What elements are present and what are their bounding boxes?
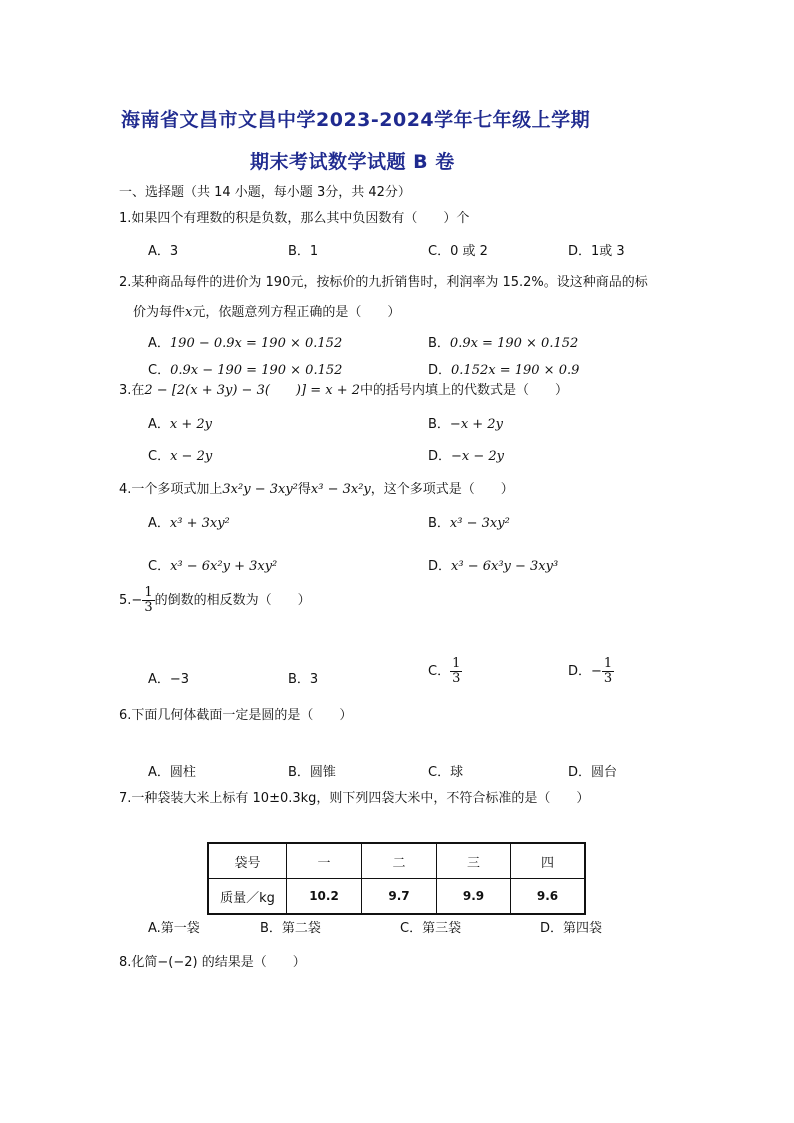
rice-bag-table <box>207 842 586 915</box>
table-cell: 9.7 <box>362 879 437 915</box>
table-header-cell: 袋号 <box>208 843 287 879</box>
option-label: B． <box>428 417 450 432</box>
question-6-stem: 6.下面几何体截面一定是圆的是（ ） <box>119 708 353 723</box>
q7-option-d: D．第四袋 <box>540 921 603 936</box>
q2-option-b <box>428 332 578 351</box>
q5-suffix: 的倒数的相反数为（ ） <box>154 593 311 608</box>
question-8-stem: 8.化简−(−2) 的结果是（ ） <box>119 955 306 970</box>
q7-option-c: C．第三袋 <box>400 921 462 936</box>
table-cell: 9.6 <box>511 879 586 915</box>
q5-option-a: A．−3 <box>148 672 190 687</box>
table-cell: 9.9 <box>437 879 511 915</box>
q5-sign: − <box>131 593 143 608</box>
q6-option-d: D．圆台 <box>568 765 618 780</box>
table-row <box>208 879 585 915</box>
q5-prefix: 5. <box>119 593 132 608</box>
question-4-stem <box>119 478 514 497</box>
fraction-denominator: 3 <box>603 671 613 686</box>
option-expr: x³ + 3xy² <box>169 516 230 531</box>
q3-option-b <box>428 413 503 432</box>
q4-expression-1: 3x²y − 3xy² <box>222 482 298 497</box>
option-label: C． <box>148 363 171 378</box>
q3-option-d <box>428 445 504 464</box>
q4-prefix: 4.一个多项式加上 <box>119 482 223 497</box>
q6-option-b: B．圆锥 <box>288 765 336 780</box>
exam-title-line2: 期末考试数学试题 B 卷 <box>250 151 455 173</box>
table-header-cell: 四 <box>511 843 586 879</box>
option-label: B． <box>428 516 450 531</box>
option-expr: −x − 2y <box>451 449 505 464</box>
option-label: D．− <box>568 664 602 679</box>
q4-option-b <box>428 512 510 531</box>
table-cell: 质量／kg <box>208 879 287 915</box>
question-5-stem <box>119 586 311 615</box>
question-2-stem-line1: 2.某种商品每件的进价为 190元，按标价的九折销售时，利润率为 15.2%。设这种商品的标 <box>119 275 648 290</box>
table-header-cell: 三 <box>437 843 511 879</box>
q4-mid: 得 <box>297 482 311 497</box>
q3-suffix: 中的括号内填上的代数式是（ ） <box>360 383 569 398</box>
question-3-stem <box>119 379 568 398</box>
q6-option-a: A．圆柱 <box>148 765 196 780</box>
q3-option-c <box>148 445 212 464</box>
q2-stem-part2: 元，依题意列方程正确的是（ ） <box>192 305 401 320</box>
table-header-cell: 一 <box>287 843 362 879</box>
table-header-cell: 二 <box>362 843 437 879</box>
option-label: C． <box>148 559 171 574</box>
option-label: A． <box>148 516 170 531</box>
q7-option-b: B．第二袋 <box>260 921 321 936</box>
option-label: C． <box>428 664 451 679</box>
fraction-denominator: 3 <box>452 671 461 686</box>
q5-fraction <box>142 586 154 615</box>
section-heading: 一、选择题（共 14 小题，每小题 3分，共 42分） <box>119 185 411 200</box>
option-expr: x³ − 6x³y − 3xy³ <box>451 559 559 574</box>
fraction-numerator: 1 <box>144 585 153 600</box>
q2-stem-part: 价为每件 <box>133 305 186 320</box>
q4-option-a <box>148 512 230 531</box>
q4-option-d <box>428 555 558 574</box>
q7-option-a: A.第一袋 <box>148 921 200 936</box>
option-expr: x + 2y <box>169 417 213 432</box>
question-2-stem-line2 <box>133 301 400 320</box>
q1-option-b: B．1 <box>288 244 319 259</box>
fraction-numerator: 1 <box>452 656 461 671</box>
option-label: C． <box>148 449 171 464</box>
q4-option-c <box>148 555 277 574</box>
exam-title-line1: 海南省文昌市文昌中学2023-2024学年七年级上学期 <box>121 109 591 131</box>
option-expr: 0.9x = 190 × 0.152 <box>449 336 579 351</box>
option-expr: x − 2y <box>170 449 213 464</box>
q3-expression: 2 − [2(x + 3y) − 3( )] = x + 2 <box>144 383 360 398</box>
table-cell: 10.2 <box>287 879 362 915</box>
fraction-denominator: 3 <box>144 600 153 615</box>
option-label: D． <box>428 363 452 378</box>
q1-option-a: A．3 <box>148 244 179 259</box>
question-7-stem: 7.一种袋装大米上标有 10±0.3kg，则下列四袋大米中，不符合标准的是（ ） <box>119 791 590 806</box>
q2-variable: x <box>185 305 193 320</box>
question-1-stem: 1.如果四个有理数的积是负数，那么其中负因数有（ ）个 <box>119 211 470 226</box>
q2-option-a <box>148 332 342 351</box>
q2-option-d <box>428 359 579 378</box>
q4-suffix: ，这个多项式是（ ） <box>370 482 514 497</box>
option-expr: 0.152x = 190 × 0.9 <box>451 363 580 378</box>
option-expr: −x + 2y <box>449 417 503 432</box>
q1-option-d: D．1或 3 <box>568 244 625 259</box>
q5-option-c <box>428 657 462 686</box>
q3-option-a <box>148 413 212 432</box>
option-label: D． <box>428 449 452 464</box>
q5-option-d <box>568 657 614 686</box>
table-row <box>208 843 585 879</box>
q4-expression-2: x³ − 3x²y <box>310 482 371 497</box>
q6-option-c: C．球 <box>428 765 464 780</box>
option-expr: 190 − 0.9x = 190 × 0.152 <box>169 336 343 351</box>
option-label: A． <box>148 417 170 432</box>
option-label: B． <box>428 336 450 351</box>
q2-option-c <box>148 359 342 378</box>
option-fraction <box>602 657 614 686</box>
option-fraction <box>450 657 462 686</box>
q5-option-b: B．3 <box>288 672 319 687</box>
option-label: D． <box>428 559 452 574</box>
option-expr: 0.9x − 190 = 190 × 0.152 <box>170 363 343 378</box>
option-expr: x³ − 6x²y + 3xy² <box>170 559 278 574</box>
q1-option-c: C．0 或 2 <box>428 244 488 259</box>
fraction-numerator: 1 <box>603 656 613 671</box>
option-label: A． <box>148 336 170 351</box>
option-expr: x³ − 3xy² <box>449 516 510 531</box>
q3-prefix: 3.在 <box>119 383 145 398</box>
